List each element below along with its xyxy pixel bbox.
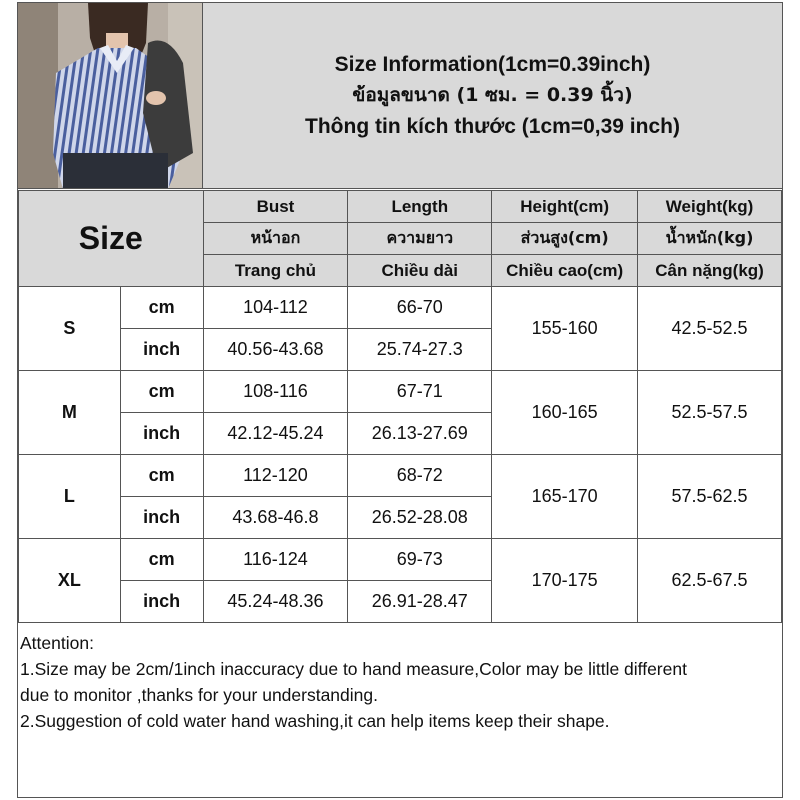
size-table [18,190,782,623]
attention-line-3: 2.Suggestion of cold water hand washing,it can help items keep their shape. [20,711,610,731]
header-line-thai: ข้อมูลขนาด (1 ซม. = 0.39 นิ้ว) [352,84,633,106]
size-name-cell: L [19,455,121,539]
weight-cell: 57.5-62.5 [638,455,782,539]
length-cell: 25.74-27.3 [348,329,492,371]
column-header-height-thai: ส่วนสูง(cm) [492,223,638,255]
column-header-length-thai: ความยาว [348,223,492,255]
unit-cell: inch [120,581,203,623]
length-cell: 68-72 [348,455,492,497]
table-row-s-cm [19,287,782,329]
column-header-height-vi: Chiều cao(cm) [492,255,638,287]
size-name-cell: M [19,371,121,455]
length-cell: 66-70 [348,287,492,329]
length-cell: 26.91-28.47 [348,581,492,623]
height-cell: 170-175 [492,539,638,623]
attention-line-2: due to monitor ,thanks for your understanding. [20,685,378,705]
bust-cell: 45.24-48.36 [203,581,348,623]
bust-cell: 116-124 [203,539,348,581]
bust-cell: 42.12-45.24 [203,413,348,455]
column-header-bust: Bust [203,191,348,223]
table-row-xl-cm [19,539,782,581]
table-header-row-english [19,191,782,223]
attention-line-1: 1.Size may be 2cm/1inch inaccuracy due to hand measure,Color may be little different [20,659,687,679]
table-row-m-cm [19,371,782,413]
length-cell: 69-73 [348,539,492,581]
bust-cell: 40.56-43.68 [203,329,348,371]
attention-title: Attention: [20,633,94,653]
size-column-title: Size [19,191,204,287]
size-name-cell: XL [19,539,121,623]
height-cell: 165-170 [492,455,638,539]
unit-cell: cm [120,539,203,581]
bust-cell: 108-116 [203,371,348,413]
weight-cell: 62.5-67.5 [638,539,782,623]
size-information-header [203,3,782,189]
height-cell: 160-165 [492,371,638,455]
header-line-english: Size Information(1cm=0.39inch) [334,53,651,76]
bust-cell: 104-112 [203,287,348,329]
unit-cell: cm [120,455,203,497]
column-header-weight-vi: Cân nặng(kg) [638,255,782,287]
unit-cell: cm [120,371,203,413]
size-chart-sheet [17,2,783,798]
length-cell: 26.13-27.69 [348,413,492,455]
unit-cell: inch [120,413,203,455]
size-name-cell: S [19,287,121,371]
attention-notes [18,630,782,797]
column-header-length: Length [348,191,492,223]
product-photo [18,3,203,189]
bust-cell: 112-120 [203,455,348,497]
unit-cell: cm [120,287,203,329]
unit-cell: inch [120,329,203,371]
table-row-l-cm [19,455,782,497]
weight-cell: 42.5-52.5 [638,287,782,371]
height-cell: 155-160 [492,287,638,371]
column-header-weight-thai: น้ำหนัก(kg) [638,223,782,255]
bust-cell: 43.68-46.8 [203,497,348,539]
column-header-weight: Weight(kg) [638,191,782,223]
column-header-height: Height(cm) [492,191,638,223]
weight-cell: 52.5-57.5 [638,371,782,455]
column-header-length-vi: Chiều dài [348,255,492,287]
unit-cell: inch [120,497,203,539]
column-header-bust-thai: หน้าอก [203,223,348,255]
column-header-bust-vi: Trang chủ [203,255,348,287]
length-cell: 67-71 [348,371,492,413]
header-line-vietnamese: Thông tin kích thước (1cm=0,39 inch) [305,115,680,138]
length-cell: 26.52-28.08 [348,497,492,539]
striped-shirt-model-image [18,3,203,189]
